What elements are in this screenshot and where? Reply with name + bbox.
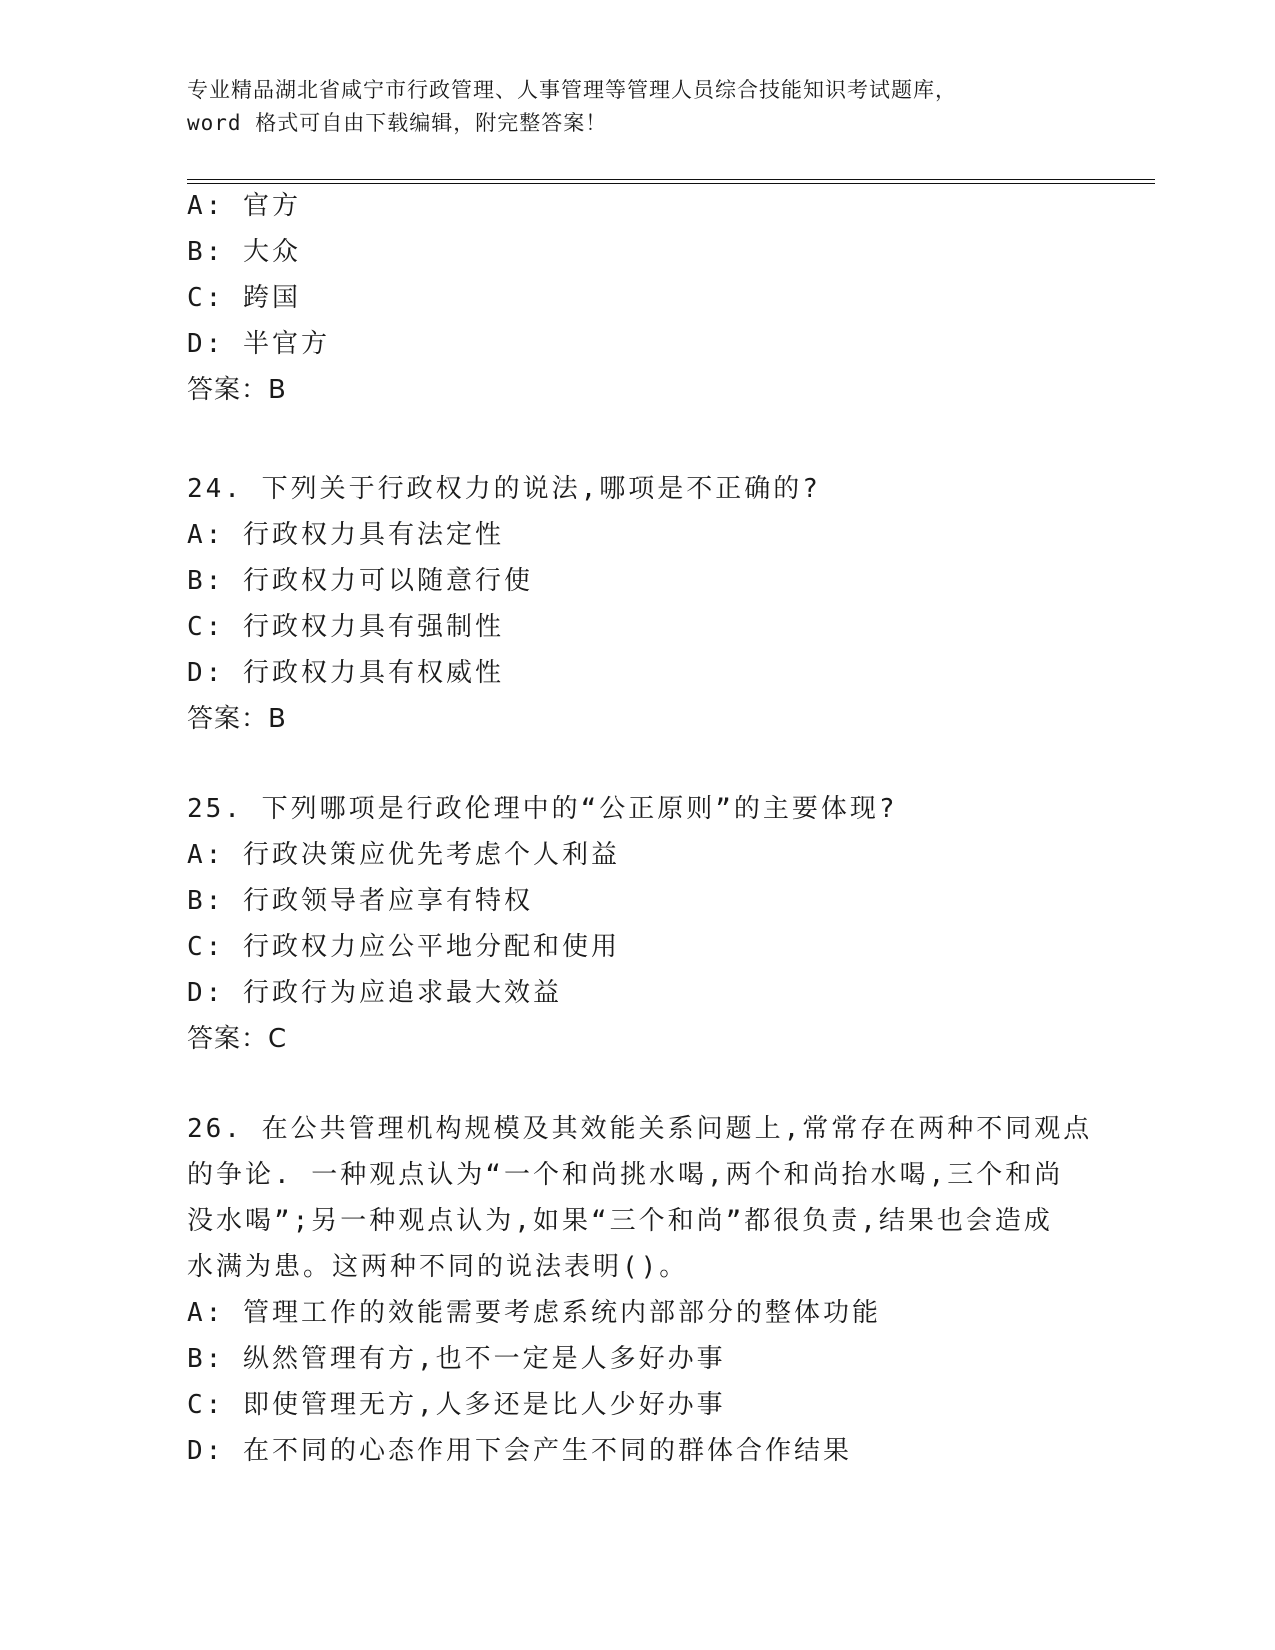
option-a: A: 官方 — [187, 191, 301, 221]
option-d: D: 在不同的心态作用下会产生不同的群体合作结果 — [187, 1436, 852, 1466]
answer: 答案：C — [187, 1024, 288, 1054]
option-c: C: 行政权力应公平地分配和使用 — [187, 932, 620, 962]
header-rule-top — [187, 179, 1155, 180]
option-d: D: 行政权力具有权威性 — [187, 658, 504, 688]
question-25 — [187, 786, 1087, 1062]
option-a: A: 管理工作的效能需要考虑系统内部部分的整体功能 — [187, 1298, 881, 1328]
header-line-2: word 格式可自由下载编辑，附完整答案！ — [187, 111, 608, 135]
question-text-line-2: 的争论. 一种观点认为“一个和尚挑水喝,两个和尚抬水喝,三个和尚 — [187, 1160, 1064, 1190]
option-c: C: 跨国 — [187, 283, 301, 313]
option-a: A: 行政权力具有法定性 — [187, 520, 504, 550]
question-26 — [187, 1106, 1093, 1474]
question-text: 25. 下列哪项是行政伦理中的“公正原则”的主要体现? — [187, 794, 898, 824]
answer: 答案：B — [187, 375, 287, 405]
option-b: B: 行政权力可以随意行使 — [187, 566, 533, 596]
option-b: B: 行政领导者应享有特权 — [187, 886, 533, 916]
answer: 答案：B — [187, 704, 287, 734]
option-b: B: 纵然管理有方,也不一定是人多好办事 — [187, 1344, 726, 1374]
option-d: D: 行政行为应追求最大效益 — [187, 978, 562, 1008]
option-c: C: 行政权力具有强制性 — [187, 612, 504, 642]
question-23 — [187, 183, 1087, 413]
question-24 — [187, 466, 1087, 742]
question-text: 24. 下列关于行政权力的说法,哪项是不正确的? — [187, 474, 821, 504]
option-a: A: 行政决策应优先考虑个人利益 — [187, 840, 620, 870]
question-text-line-3: 没水喝”;另一种观点认为,如果“三个和尚”都很负责,结果也会造成 — [187, 1206, 1053, 1236]
question-text-line-1: 26. 在公共管理机构规模及其效能关系问题上,常常存在两种不同观点 — [187, 1114, 1093, 1144]
question-text-line-4: 水满为患。这两种不同的说法表明()。 — [187, 1252, 689, 1282]
header-line-1: 专业精品湖北省咸宁市行政管理、人事管理等管理人员综合技能知识考试题库， — [187, 78, 957, 102]
document-header — [187, 74, 1087, 140]
option-b: B: 大众 — [187, 237, 301, 267]
option-c: C: 即使管理无方,人多还是比人少好办事 — [187, 1390, 726, 1420]
option-d: D: 半官方 — [187, 329, 330, 359]
